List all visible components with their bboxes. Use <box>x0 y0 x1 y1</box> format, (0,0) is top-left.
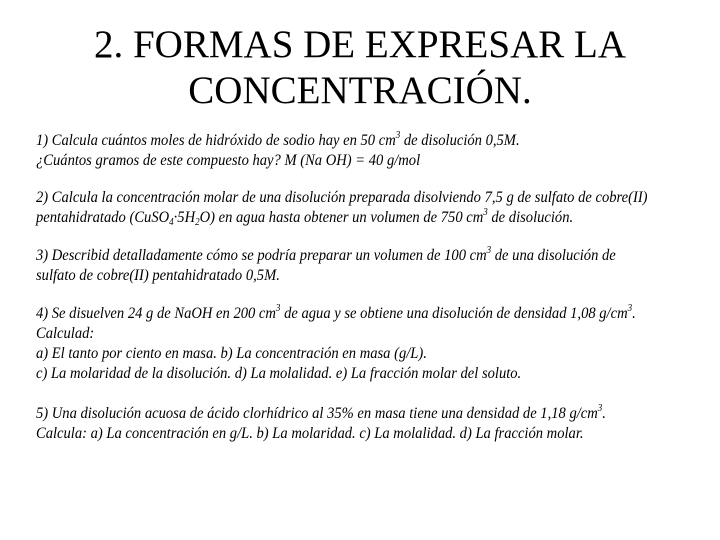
problem-3 <box>36 245 630 285</box>
problem-1 <box>36 130 630 170</box>
text: de disolución 0,5M. <box>400 131 520 149</box>
problem-3-line-1 <box>36 245 630 265</box>
superscript: 3 <box>486 245 492 256</box>
title-line-2: CONCENTRACIÓN. <box>188 69 532 112</box>
superscript: 3 <box>483 207 488 218</box>
text: O) en agua hasta obtener un volumen de 750 cm <box>199 208 484 226</box>
superscript: 3 <box>597 403 603 414</box>
text: 5) Una disolución acuosa de ácido clorhídrico al 35% en masa tiene una densidad de 1,18 g/cm <box>36 404 598 422</box>
problem-4 <box>36 303 636 383</box>
problem-list <box>36 130 648 443</box>
problem-4-line-1 <box>36 303 636 323</box>
superscript: 3 <box>275 303 281 314</box>
text: de disolución. <box>487 208 574 226</box>
problem-5-line-1 <box>36 403 630 423</box>
text: 1) Calcula cuántos moles de hidróxido de sodio hay en 50 cm <box>36 131 396 149</box>
problem-2-line-1: 2) Calcula la concentración molar de una disolución preparada disolviendo 7,5 g de sulfato de cobre(II) <box>36 188 648 206</box>
subscript: 4 <box>169 217 174 228</box>
text: . <box>602 404 606 422</box>
slide-title <box>0 22 720 114</box>
problem-4-line-2: Calculad: <box>36 324 95 342</box>
problem-1-line-2: ¿Cuántos gramos de este compuesto hay? M (Na OH) = 40 g/mol <box>36 151 421 169</box>
problem-4-line-4: c) La molaridad de la disolución. d) La molalidad. e) La fracción molar del soluto. <box>36 364 522 382</box>
text: . <box>632 304 636 322</box>
subscript: 2 <box>195 217 200 228</box>
problem-2 <box>36 187 648 228</box>
text: 3) Describid detalladamente cómo se podría preparar un volumen de 100 cm <box>36 246 487 264</box>
title-line-1: 2. FORMAS DE EXPRESAR LA <box>93 23 626 66</box>
problem-5-line-2: Calcula: a) La concentración en g/L. b) La molaridad. c) La molalidad. d) La fracción molar. <box>36 424 584 442</box>
text: de una disolución de <box>491 246 616 264</box>
superscript: 3 <box>627 303 633 314</box>
text: 4) Se disuelven 24 g de NaOH en 200 cm <box>36 304 276 322</box>
text: pentahidratado (CuSO <box>36 208 170 226</box>
problem-4-line-3: a) El tanto por ciento en masa. b) La concentración en masa (g/L). <box>36 344 427 362</box>
superscript: 3 <box>395 130 401 141</box>
problem-1-line-1 <box>36 130 630 150</box>
text: de agua y se obtiene una disolución de densidad 1,08 g/cm <box>280 304 628 322</box>
problem-2-line-2 <box>36 207 630 227</box>
text: ·5H <box>173 208 196 226</box>
problem-5 <box>36 403 630 443</box>
problem-3-line-2: sulfato de cobre(II) pentahidratado 0,5M. <box>36 266 280 284</box>
